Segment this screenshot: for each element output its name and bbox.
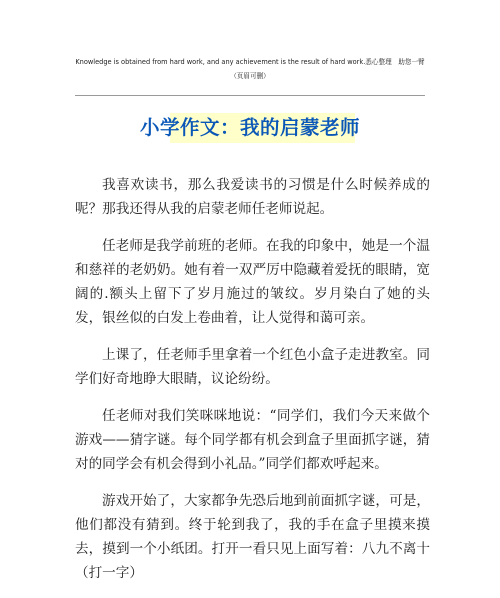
- paragraph-1: 我喜欢读书，那么我爱读书的习惯是什么时候养成的呢？那我还得从我的启蒙老师任老师说起。: [75, 177, 430, 217]
- page-header: [60, 56, 440, 82]
- header-line-1: Knowledge is obtained from hard work, and any achievement is the result of hard work.悉心整理 助您一臂: [75, 58, 425, 66]
- header-divider: [75, 95, 425, 96]
- paragraph-2: 任老师是我学前班的老师。在我的印象中，她是一个温和慈祥的老奶奶。她有着一双严厉中隐藏着爱抚的眼睛，宽阔的.额头上留下了岁月施过的皱纹。岁月染白了她的头发，银丝似的白发上卷曲着，让人觉得和蔼可亲。: [75, 238, 430, 326]
- document-title: 小学作文：我的启蒙老师: [139, 116, 360, 139]
- header-line-2: （页眉可删）: [230, 72, 270, 80]
- paragraph-3: 上课了，任老师手里拿着一个红色小盒子走进教室。同学们好奇地睁大眼睛，议论纷纷。: [75, 347, 430, 387]
- paragraph-4: 任老师对我们笑咪咪地说：“同学们，我们今天来做个游戏——猜字谜。每个同学都有机会到盒子里面抓字谜，猜对的同学会有机会得到小礼品。”同学们都欢呼起来。: [75, 408, 430, 472]
- document-body: [75, 173, 430, 598]
- paragraph-5: 游戏开始了，大家都争先恐后地到前面抓字谜，可是，他们都没有猜到。终于轮到我了，我的手在盒子里摸来摸去，摸到一个小纸团。打开一看只见上面写着：八九不离十（打一字）: [75, 493, 430, 581]
